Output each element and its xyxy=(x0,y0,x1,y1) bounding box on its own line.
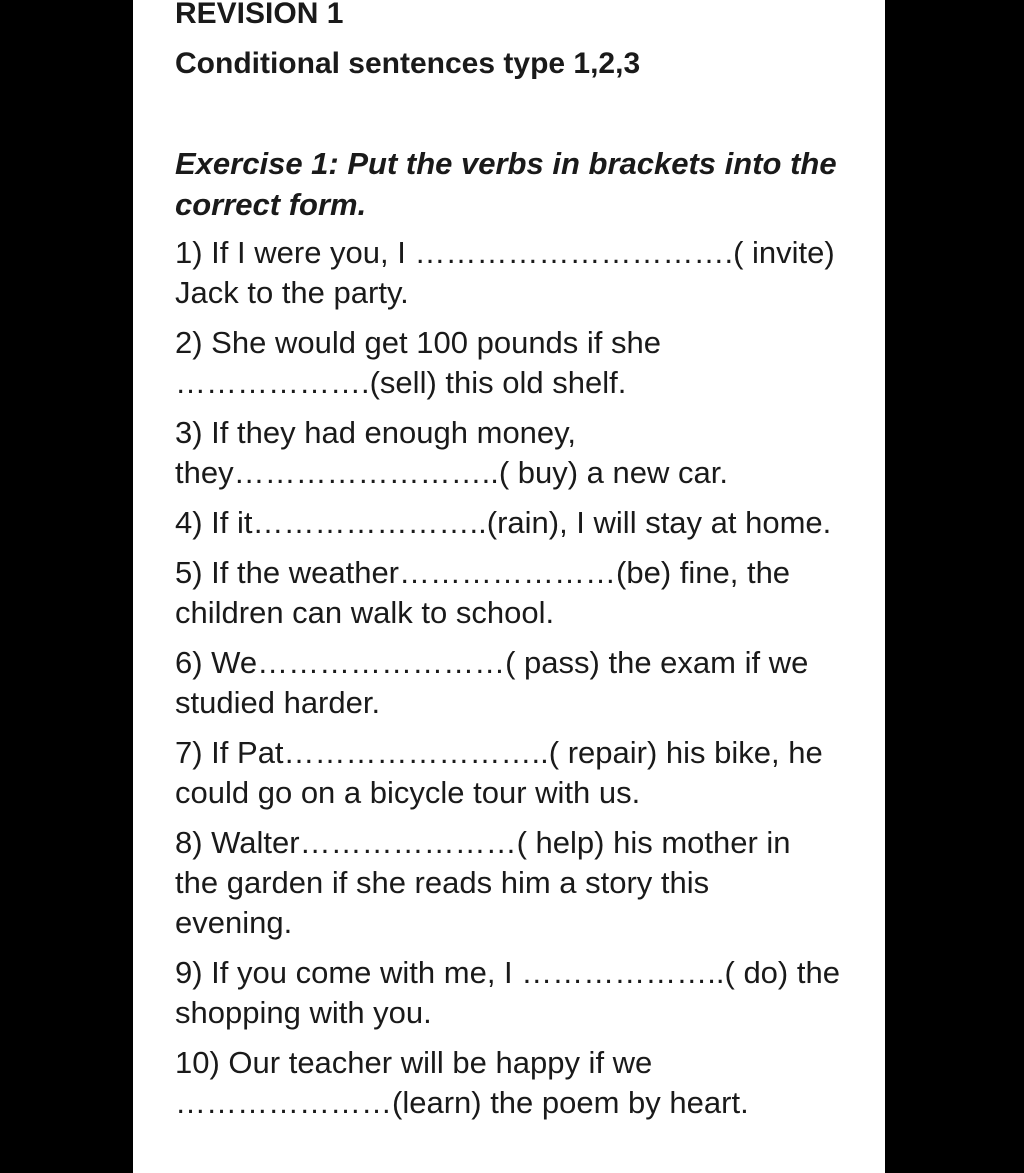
exercise-item-line: 8) Walter…………………( help) his mother in xyxy=(175,825,791,860)
exercise-item-line: Jack to the party. xyxy=(175,275,409,310)
exercise-item-line: 10) Our teacher will be happy if we xyxy=(175,1045,653,1080)
exercise-item-line: children can walk to school. xyxy=(175,595,555,630)
exercise-item-line: could go on a bicycle tour with us. xyxy=(175,775,641,810)
exercise-item-line: evening. xyxy=(175,905,293,940)
exercise-item-line: they……………………..( buy) a new car. xyxy=(175,455,728,490)
exercise-item-line: …………………(learn) the poem by heart. xyxy=(175,1085,749,1120)
exercise-item-10 xyxy=(175,1043,865,1123)
document-page xyxy=(133,0,885,1173)
exercise-item-7 xyxy=(175,733,865,813)
exercise-item-9 xyxy=(175,953,865,1033)
document-title: REVISION 1 xyxy=(175,0,344,30)
exercise-item-line: 7) If Pat……………………..( repair) his bike, he xyxy=(175,735,823,770)
exercise-item-5 xyxy=(175,553,865,633)
exercise-item-line: shopping with you. xyxy=(175,995,432,1030)
exercise-heading: Exercise 1: Put the verbs in brackets into the correct form. xyxy=(175,146,837,222)
exercise-item-line: 9) If you come with me, I ………………..( do) the xyxy=(175,955,840,990)
exercise-item-8 xyxy=(175,823,865,943)
exercise-item-line: 4) If it…………………..(rain), I will stay at home. xyxy=(175,505,832,540)
exercise-item-3 xyxy=(175,413,865,493)
exercise-item-line: 1) If I were you, I ………………………….( invite) xyxy=(175,235,835,270)
exercise-item-line: the garden if she reads him a story this xyxy=(175,865,710,900)
exercise-item-6 xyxy=(175,643,865,723)
exercise-item-line: 3) If they had enough money, xyxy=(175,415,576,450)
exercise-item-4 xyxy=(175,503,865,543)
exercise-list xyxy=(175,233,865,1133)
document-subtitle: Conditional sentences type 1,2,3 xyxy=(175,47,641,80)
exercise-item-1 xyxy=(175,233,865,313)
exercise-item-line: studied harder. xyxy=(175,685,381,720)
exercise-item-line: 5) If the weather…………………(be) fine, the xyxy=(175,555,791,590)
exercise-item-line: 6) We……………………( pass) the exam if we xyxy=(175,645,809,680)
exercise-item-line: ……………….(sell) this old shelf. xyxy=(175,365,627,400)
exercise-item-line: 2) She would get 100 pounds if she xyxy=(175,325,662,360)
exercise-item-2 xyxy=(175,323,865,403)
